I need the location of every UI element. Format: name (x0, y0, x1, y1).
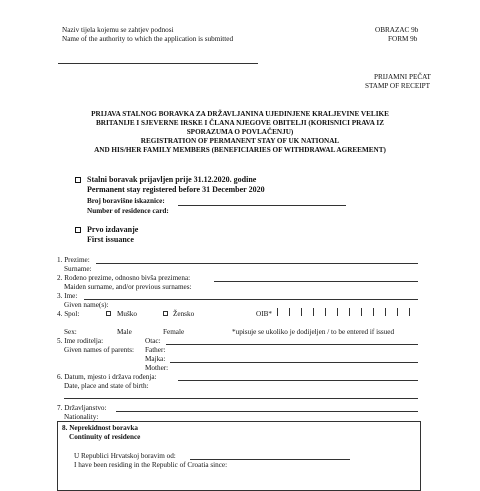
mother-input-line[interactable] (170, 362, 418, 363)
given-name-label-hr: 3. Ime: (57, 292, 78, 300)
authority-label-hr: Naziv tijela kojemu se zahtjev podnosi (62, 26, 174, 34)
option-registered-before-checkbox[interactable] (75, 177, 81, 183)
authority-label-en: Name of the authority to which the application is submitted (62, 35, 234, 43)
residence-card-label-hr: Broj boravišne iskaznice: (87, 197, 165, 205)
option-registered-before-en: Permanent stay registered before 31 December 2020 (87, 185, 265, 194)
sex-label-hr: 4. Spol: (57, 310, 80, 318)
given-name-label-en: Given name(s): (64, 301, 109, 309)
option-first-issuance-hr: Prvo izdavanje (87, 225, 139, 234)
male-label-en: Male (117, 328, 132, 336)
parents-label-hr: 5. Ime roditelja: (57, 337, 104, 345)
stamp-label-en: STAMP OF RECEIPT (365, 82, 431, 90)
stamp-label-hr: PRIJAMNI PEČAT (374, 73, 431, 81)
option-first-issuance-checkbox[interactable] (75, 227, 81, 233)
residence-since-label-en: I have been residing in the Republic of Croatia since: (74, 461, 228, 469)
nationality-label-en: Nationality: (64, 413, 99, 421)
nationality-label-hr: 7. Državljanstvo: (57, 404, 107, 412)
female-label-hr: Žensko (173, 310, 195, 318)
oib-label: OIB* (256, 310, 272, 318)
nationality-input-line[interactable] (116, 411, 418, 412)
title-line-2: BRITANIJE I SJEVERNE IRSKE I ČLANA NJEGOVE OBITELJI (KORISNICI PRAVA IZ (96, 119, 384, 127)
father-label-hr: Otac: (145, 337, 161, 345)
section-8-title-en: Continuity of residence (69, 433, 141, 441)
sex-label-en: Sex: (64, 328, 77, 336)
surname-label-hr: 1. Prezime: (57, 256, 90, 264)
title-line-3: SPORAZUMA O POVLAČENJU) (186, 128, 294, 136)
birth-input-line-2[interactable] (64, 398, 418, 399)
birth-label-en: Date, place and state of birth: (64, 382, 149, 390)
authority-input-line[interactable] (58, 63, 258, 64)
male-label-hr: Muško (117, 310, 137, 318)
mother-label-hr: Majka: (145, 355, 166, 363)
female-checkbox[interactable] (163, 311, 168, 316)
oib-note: *upisuje se ukoliko je dodijeljen / to be entered if issued (232, 328, 395, 336)
mother-label-en: Mother: (145, 364, 169, 372)
form-number-hr: OBRAZAC 9b (375, 26, 419, 34)
option-first-issuance-en: First issuance (87, 235, 134, 244)
female-label-en: Female (163, 328, 185, 336)
residence-card-label-en: Number of residence card: (87, 207, 169, 215)
residence-since-label-hr: U Republici Hrvatskoj boravim od: (74, 452, 176, 460)
option-registered-before-hr: Stalni boravak prijavljen prije 31.12.2020. godine (87, 175, 257, 184)
section-8-title-hr: 8. Neprekidnost boravka (62, 424, 138, 432)
father-label-en: Father: (145, 346, 166, 354)
title-line-1: PRIJAVA STALNOG BORAVKA ZA DRŽAVLJANINA UJEDINJENE KRALJEVINE VELIKE (91, 110, 389, 118)
father-input-line[interactable] (166, 344, 418, 345)
birth-input-line[interactable] (178, 380, 418, 381)
given-name-input-line[interactable] (84, 299, 418, 300)
surname-label-en: Surname: (64, 265, 92, 273)
maiden-surname-label-en: Maiden surname, and/or previous surnames: (64, 283, 192, 291)
residence-since-input-line[interactable] (190, 459, 350, 460)
male-checkbox[interactable] (106, 311, 111, 316)
maiden-surname-input-line[interactable] (214, 281, 418, 282)
title-line-5: AND HIS/HER FAMILY MEMBERS (BENEFICIARIES OF WITHDRAWAL AGREEMENT) (94, 146, 386, 154)
form-number-en: FORM 9b (388, 35, 418, 43)
birth-label-hr: 6. Datum, mjesto i država rođenja: (57, 373, 157, 381)
title-line-4: REGISTRATION OF PERMANENT STAY OF UK NATIONAL (140, 137, 340, 145)
residence-card-input-line[interactable] (178, 205, 346, 206)
parents-label-en: Given names of parents: (64, 346, 135, 354)
surname-input-line[interactable] (96, 263, 418, 264)
maiden-surname-label-hr: 2. Rođeno prezime, odnosno bivša prezimena: (57, 274, 191, 282)
